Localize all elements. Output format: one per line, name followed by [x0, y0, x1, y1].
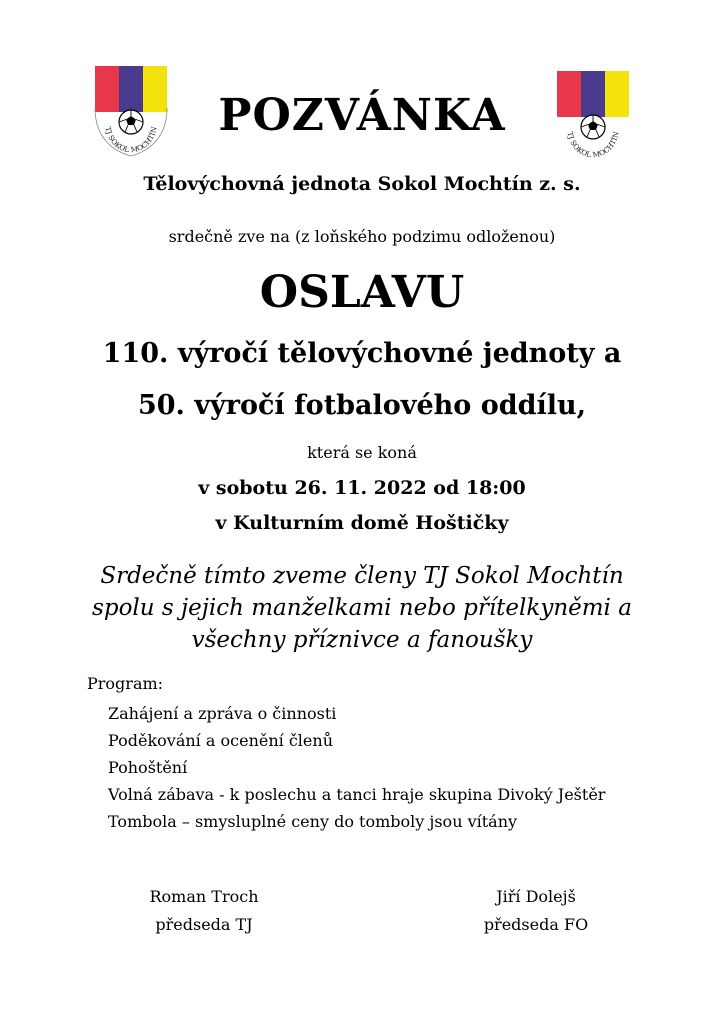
program-item: Poděkování a ocenění členů [108, 731, 333, 750]
program-item: Pohoštění [108, 758, 188, 777]
event-place: v Kulturním domě Hoštičky [215, 512, 509, 534]
organization-name: Tělovýchovná jednota Sokol Mochtín z. s. [143, 173, 581, 195]
program-label: Program: [87, 674, 164, 693]
program-item: Zahájení a zpráva o činnosti [108, 704, 337, 723]
logo-text-right: TJ SOKOL MOCHTÍN [565, 130, 621, 160]
program-item: Tombola – smysluplné ceny do tomboly jsou vítány [108, 812, 518, 831]
signatory-name: Roman Troch [149, 887, 259, 906]
program-item: Volná zábava - k poslechu a tanci hraje skupina Divoký Ještěr [108, 785, 606, 804]
anniversary-line-2: 50. výročí fotbalového oddílu, [137, 390, 587, 421]
signatory-role: předseda TJ [155, 915, 253, 934]
invitation-line: Srdečně tímto zveme členy TJ Sokol Mochtín [100, 563, 624, 589]
held-text: která se koná [307, 443, 417, 462]
program-list [108, 703, 605, 838]
anniversary-line-1: 110. výročí tělovýchovné jednoty a [102, 338, 622, 369]
signatory-name: Jiří Dolejš [496, 887, 576, 906]
signature-left [104, 887, 304, 934]
invitation-line: spolu s jejich manželkami nebo přítelkyněmi a [92, 595, 632, 621]
invitation-line: všechny příznivce a fanoušky [191, 627, 533, 653]
signature-right [436, 887, 636, 934]
invite-line: srdečně zve na (z loňského podzimu odloženou) [168, 227, 556, 246]
signatory-role: předseda FO [483, 915, 589, 934]
invitation-paragraph [0, 560, 724, 656]
logo-text-left: TJ SOKOL MOCHTÍN [103, 125, 159, 155]
celebration-heading: OSLAVU [259, 267, 465, 318]
page-title: POZVÁNKA [218, 90, 506, 141]
event-date: v sobotu 26. 11. 2022 od 18:00 [198, 477, 526, 499]
